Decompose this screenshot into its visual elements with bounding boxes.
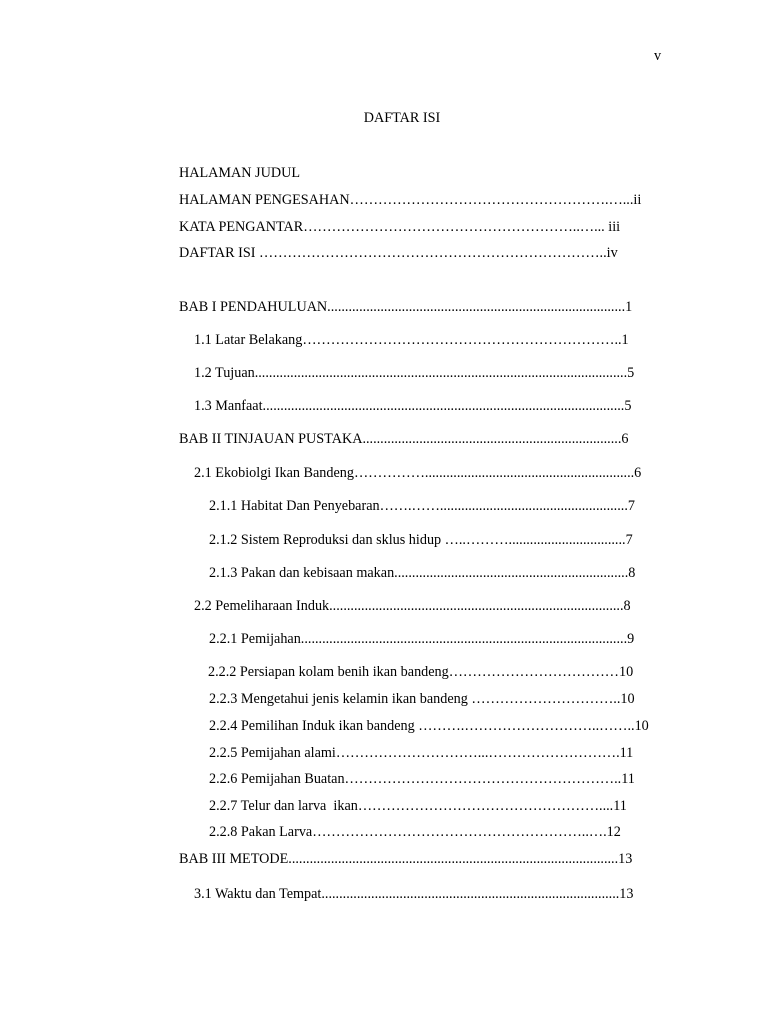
- toc-entry-1-2: 1.2 Tujuan.........................................................................................................5: [194, 365, 635, 381]
- toc-entry-2-2-2: 2.2.2 Persiapan kolam benih ikan bandeng………………………………10: [208, 664, 634, 680]
- toc-entry-bab-1: BAB I PENDAHULUAN....................................................................................1: [179, 299, 633, 315]
- toc-entry-2-1-2: 2.1.2 Sistem Reproduksi dan sklus hidup …..……….................................7: [209, 532, 633, 548]
- toc-entry-2-2: 2.2 Pemeliharaan Induk...................................................................................8: [194, 598, 631, 614]
- toc-entry-daftar-isi: DAFTAR ISI ………………………………………………………………..iv: [179, 245, 618, 261]
- page-number: v: [654, 48, 662, 64]
- toc-entry-2-2-3: 2.2.3 Mengetahui jenis kelamin ikan bandeng …………………………..10: [209, 691, 635, 707]
- toc-entry-2-1-1: 2.1.1 Habitat Dan Penyebaran…….…….....................................................7: [209, 498, 635, 514]
- toc-entry-1-1: 1.1 Latar Belakang…………………………………………………………..1: [194, 332, 629, 348]
- toc-entry-kata-pengantar: KATA PENGANTAR…………………………………………………..…... iii: [179, 219, 621, 235]
- toc-entry-halaman-pengesahan: HALAMAN PENGESAHAN……………………………………………….…...ii: [179, 192, 642, 208]
- toc-entry-2-2-1: 2.2.1 Pemijahan............................................................................................9: [209, 631, 635, 647]
- toc-entry-bab-2: BAB II TINJAUAN PUSTAKA.........................................................................6: [179, 431, 629, 447]
- toc-entry-2-1: 2.1 Ekobiolgi Ikan Bandeng……………...........................................................6: [194, 465, 642, 481]
- toc-entry-1-3: 1.3 Manfaat......................................................................................................5: [194, 398, 632, 414]
- toc-entry-2-2-5: 2.2.5 Pemijahan alami…………………………...……………………….11: [209, 745, 634, 761]
- toc-entry-2-2-6: 2.2.6 Pemijahan Buatan…………………………………………………..11: [209, 771, 635, 787]
- toc-entry-bab-3: BAB III METODE.............................................................................................13: [179, 851, 633, 867]
- toc-entry-2-1-3: 2.1.3 Pakan dan kebisaan makan..................................................................8: [209, 565, 636, 581]
- page-title: DAFTAR ISI: [363, 110, 441, 126]
- toc-entry-3-1: 3.1 Waktu dan Tempat....................................................................................13: [194, 886, 634, 902]
- toc-entry-2-2-7: 2.2.7 Telur dan larva ikan……………………………………………....11: [209, 798, 627, 814]
- toc-entry-halaman-judul: HALAMAN JUDUL: [179, 165, 300, 181]
- toc-entry-2-2-8: 2.2.8 Pakan Larva…………………………………………………..….12: [209, 824, 621, 840]
- toc-entry-2-2-4: 2.2.4 Pemilihan Induk ikan bandeng ……….………………………..……..10: [209, 718, 649, 734]
